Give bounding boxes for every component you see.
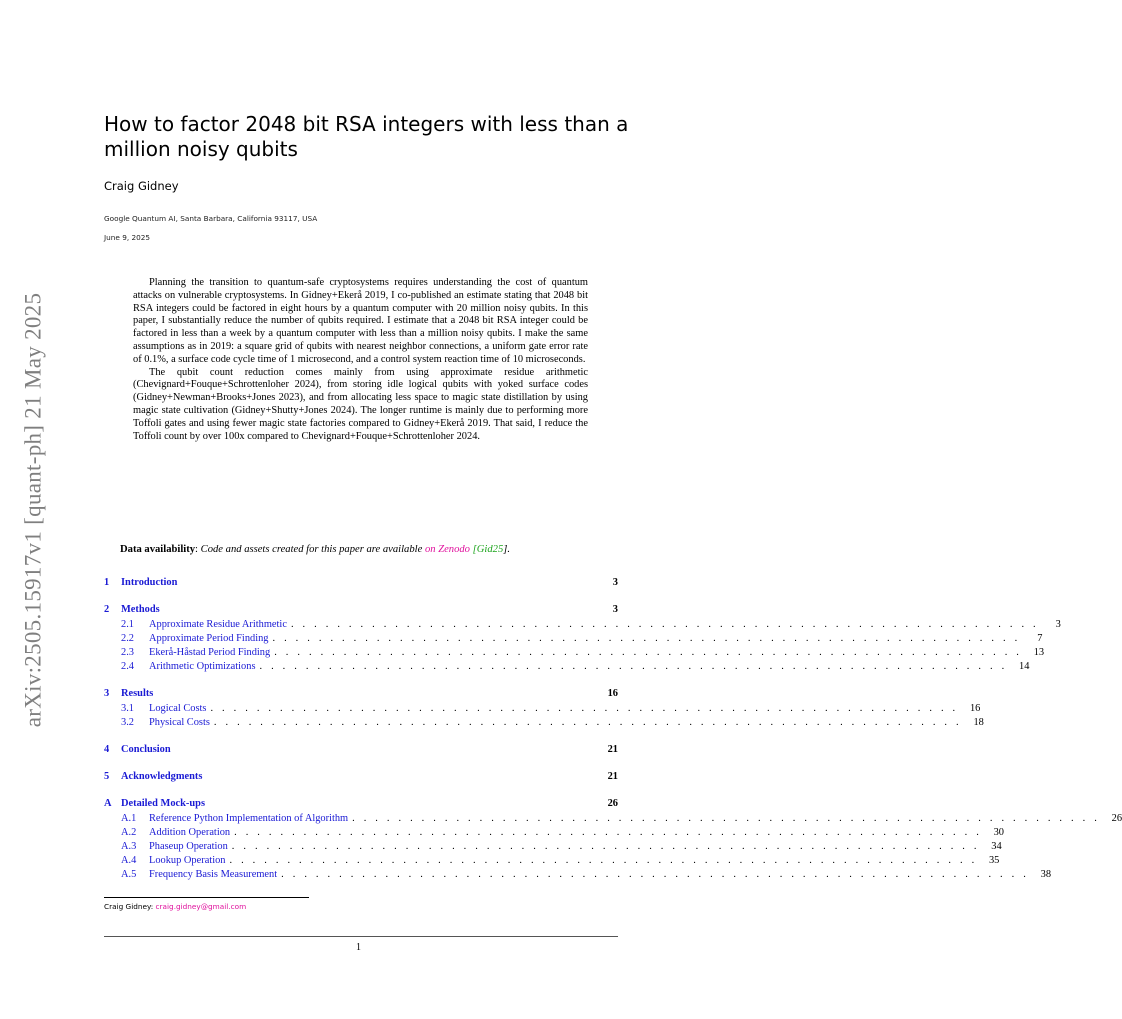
toc-section[interactable] — [104, 744, 618, 758]
toc-subsection-number: 3.2 — [121, 717, 134, 728]
toc-subsection-number: 2.1 — [121, 619, 134, 630]
abstract — [133, 277, 588, 443]
affiliation: Google Quantum AI, Santa Barbara, California 93117, USA — [104, 214, 318, 223]
toc-subsection-number: 2.3 — [121, 647, 134, 658]
toc-subsection-page: 18 — [973, 717, 984, 728]
toc-section[interactable] — [104, 688, 618, 702]
abstract-paragraph-2: The qubit count reduction comes mainly from using approximate residue arithmetic (Chevignard+Fouque+Schrottenloher 2024), from storing idle logical qubits with yoked surface codes (Gidney+Newman+Brooks+Jones 2023), and from allocating less space to magic state distillation by using magic state cultivation (Gidney+Shutty+Jones 2024). The longer runtime is mainly due to performing more Toffoli gates and using fewer magic state factories compared to Gidney+Ekerå 2019. That said, I reduce the Toffoli count by over 100x compared to Chevignard+Fouque+Schrottenloher 2024. — [133, 366, 588, 442]
author-email-link[interactable]: craig.gidney@gmail.com — [155, 902, 247, 911]
abstract-paragraph-1: Planning the transition to quantum-safe cryptosystems requires understanding the cost of quantum attacks on vulnerable cryptosystems. In Gidney+Ekerå 2019, I co-published an estimate stating that 2048 bit RSA integers could be factored in eight hours by a quantum computer with 20 million noisy qubits. In this paper, I substantially reduce the number of qubits required. I estimate that a 2048 bit RSA integer could be factored in less than a week by a quantum computer with less than a million noisy qubits. I make the same assumptions as in 2019: a square grid of qubits with nearest neighbor connections, a uniform gate error rate of 0.1%, a surface code cycle time of 1 microsecond, and a control system reaction time of 10 microseconds. — [133, 277, 588, 365]
toc-subsection-number: A.4 — [121, 855, 137, 866]
toc-subsection-page: 26 — [1111, 813, 1122, 824]
toc-subsection[interactable] — [121, 647, 1045, 661]
toc-subsection-number: 2.2 — [121, 633, 134, 644]
toc-subsection[interactable] — [121, 717, 984, 731]
toc-subsection-number: A.1 — [121, 813, 137, 824]
toc-section[interactable] — [104, 577, 618, 591]
footnote-name: Craig Gidney: — [104, 902, 156, 911]
footnote-rule — [104, 897, 309, 898]
paper-title: How to factor 2048 bit RSA integers with less than a million noisy qubits — [104, 112, 629, 161]
toc-subsection-title[interactable]: Addition Operation — [149, 827, 231, 838]
toc-subsection-number: 3.1 — [121, 703, 134, 714]
toc-subsection-page: 35 — [988, 855, 1000, 866]
toc-subsection-title[interactable]: Reference Python Implementation of Algorithm — [149, 813, 349, 824]
toc-section-number: 3 — [104, 688, 110, 699]
toc-dot-leader: . . . . . . . . . . . . . . . . . . . . . . . . . . . . . . . . . . . . . . . . . . . . . . . . . . . . . . . . . . . . . . . . . — [210, 703, 959, 714]
toc-dot-leader: . . . . . . . . . . . . . . . . . . . . . . . . . . . . . . . . . . . . . . . . . . . . . . . . . . . . . . . . . . . . . . . . . — [290, 619, 1039, 630]
toc-subsection-page: 14 — [1019, 661, 1030, 672]
toc-dot-leader: . . . . . . . . . . . . . . . . . . . . . . . . . . . . . . . . . . . . . . . . . . . . . . . . . . . . . . . . . . . . . . . . . — [274, 647, 1023, 658]
toc-subsection[interactable] — [121, 813, 1122, 827]
toc-section-title[interactable]: Introduction — [121, 577, 178, 588]
data-availability-text: Code and assets created for this paper are available — [200, 544, 425, 555]
toc-subsection-title[interactable]: Physical Costs — [149, 717, 210, 728]
toc-subsection[interactable] — [121, 703, 981, 717]
data-availability: Data availability: Code and assets created for this paper are available on Zenodo [Gid25]. — [120, 544, 511, 555]
toc-subsection-page: 30 — [993, 827, 1004, 838]
toc-subsection-number: A.3 — [121, 841, 137, 852]
publication-date: June 9, 2025 — [104, 233, 151, 242]
toc-subsection-number: A.5 — [121, 869, 137, 880]
toc-dot-leader: . . . . . . . . . . . . . . . . . . . . . . . . . . . . . . . . . . . . . . . . . . . . . . . . . . . . . . . . . . . . . . . . . — [229, 855, 978, 866]
toc-section-title[interactable]: Acknowledgments — [121, 771, 203, 782]
toc-section-title[interactable]: Results — [121, 688, 154, 699]
toc-section-title[interactable]: Conclusion — [121, 744, 171, 755]
arxiv-stamp: arXiv:2505.15917v1 [quant-ph] 21 May 2025 — [20, 292, 46, 728]
toc-section-page: 26 — [607, 798, 618, 809]
page-footer-rule — [104, 936, 618, 937]
toc-dot-leader: . . . . . . . . . . . . . . . . . . . . . . . . . . . . . . . . . . . . . . . . . . . . . . . . . . . . . . . . . . . . . . . . . — [259, 661, 1008, 672]
toc-section-number: 4 — [104, 744, 110, 755]
toc-subsection-title[interactable]: Lookup Operation — [149, 855, 226, 866]
toc-dot-leader: . . . . . . . . . . . . . . . . . . . . . . . . . . . . . . . . . . . . . . . . . . . . . . . . . . . . . . . . . . . . . . . . . — [281, 869, 1030, 880]
toc-subsection-page: 34 — [991, 841, 1002, 852]
toc-dot-leader: . . . . . . . . . . . . . . . . . . . . . . . . . . . . . . . . . . . . . . . . . . . . . . . . . . . . . . . . . . . . . . . . . — [272, 633, 1021, 644]
toc-subsection[interactable] — [121, 841, 1002, 855]
data-availability-label: Data availability — [120, 544, 196, 555]
citation-open: [ — [472, 544, 477, 555]
toc-subsection-page: 13 — [1033, 647, 1045, 658]
toc-section-number: 1 — [104, 577, 110, 588]
toc-section-page: 3 — [612, 604, 618, 615]
toc-section-page: 21 — [607, 771, 618, 782]
toc-section-page: 16 — [607, 688, 618, 699]
toc-dot-leader: . . . . . . . . . . . . . . . . . . . . . . . . . . . . . . . . . . . . . . . . . . . . . . . . . . . . . . . . . . . . . . . . . — [352, 813, 1101, 824]
toc-dot-leader: . . . . . . . . . . . . . . . . . . . . . . . . . . . . . . . . . . . . . . . . . . . . . . . . . . . . . . . . . . . . . . . . . — [234, 827, 982, 838]
citation-close: ]. — [503, 544, 511, 555]
toc-section-page: 3 — [612, 577, 618, 588]
toc-subsection-page: 7 — [1037, 633, 1043, 644]
toc-subsection[interactable] — [121, 827, 1004, 841]
toc-subsection[interactable] — [121, 661, 1030, 675]
toc-subsection-title[interactable]: Ekerå-Håstad Period Finding — [149, 647, 271, 658]
toc-dot-leader: . . . . . . . . . . . . . . . . . . . . . . . . . . . . . . . . . . . . . . . . . . . . . . . . . . . . . . . . . . . . . . . . . — [213, 717, 962, 728]
toc-subsection[interactable] — [121, 869, 1052, 883]
toc-subsection-title[interactable]: Arithmetic Optimizations — [149, 661, 256, 672]
toc-subsection-title[interactable]: Logical Costs — [149, 703, 207, 714]
zenodo-link[interactable]: on Zenodo — [424, 544, 470, 555]
toc-dot-leader: . . . . . . . . . . . . . . . . . . . . . . . . . . . . . . . . . . . . . . . . . . . . . . . . . . . . . . . . . . . . . . . . . — [231, 841, 980, 852]
toc-section-number: 5 — [104, 771, 110, 782]
toc-subsection-page: 16 — [969, 703, 981, 714]
toc-subsection-title[interactable]: Frequency Basis Measurement — [149, 869, 278, 880]
toc-section[interactable] — [104, 604, 618, 618]
toc-subsection[interactable] — [121, 633, 1043, 647]
toc-section-number: 2 — [104, 604, 110, 615]
toc-subsection-title[interactable]: Phaseup Operation — [149, 841, 228, 852]
toc-section[interactable] — [104, 798, 618, 812]
toc-section[interactable] — [104, 771, 618, 785]
toc-subsection-page: 38 — [1040, 869, 1052, 880]
toc-section-number: A — [104, 798, 112, 809]
toc-section-title[interactable]: Methods — [121, 604, 160, 615]
footnote — [104, 902, 246, 911]
page-number: 1 — [356, 942, 361, 953]
toc-subsection-page: 3 — [1055, 619, 1061, 630]
toc-section-page: 21 — [607, 744, 618, 755]
citation-link[interactable]: Gid25 — [476, 544, 504, 555]
toc-subsection-title[interactable]: Approximate Period Finding — [149, 633, 269, 644]
author-name: Craig Gidney — [104, 179, 179, 193]
toc-subsection-title[interactable]: Approximate Residue Arithmetic — [149, 619, 287, 630]
toc-subsection-number: 2.4 — [121, 661, 134, 672]
toc-section-title[interactable]: Detailed Mock-ups — [121, 798, 205, 809]
toc-subsection[interactable] — [121, 619, 1061, 633]
toc-subsection[interactable] — [121, 855, 1000, 869]
toc-subsection-number: A.2 — [121, 827, 137, 838]
